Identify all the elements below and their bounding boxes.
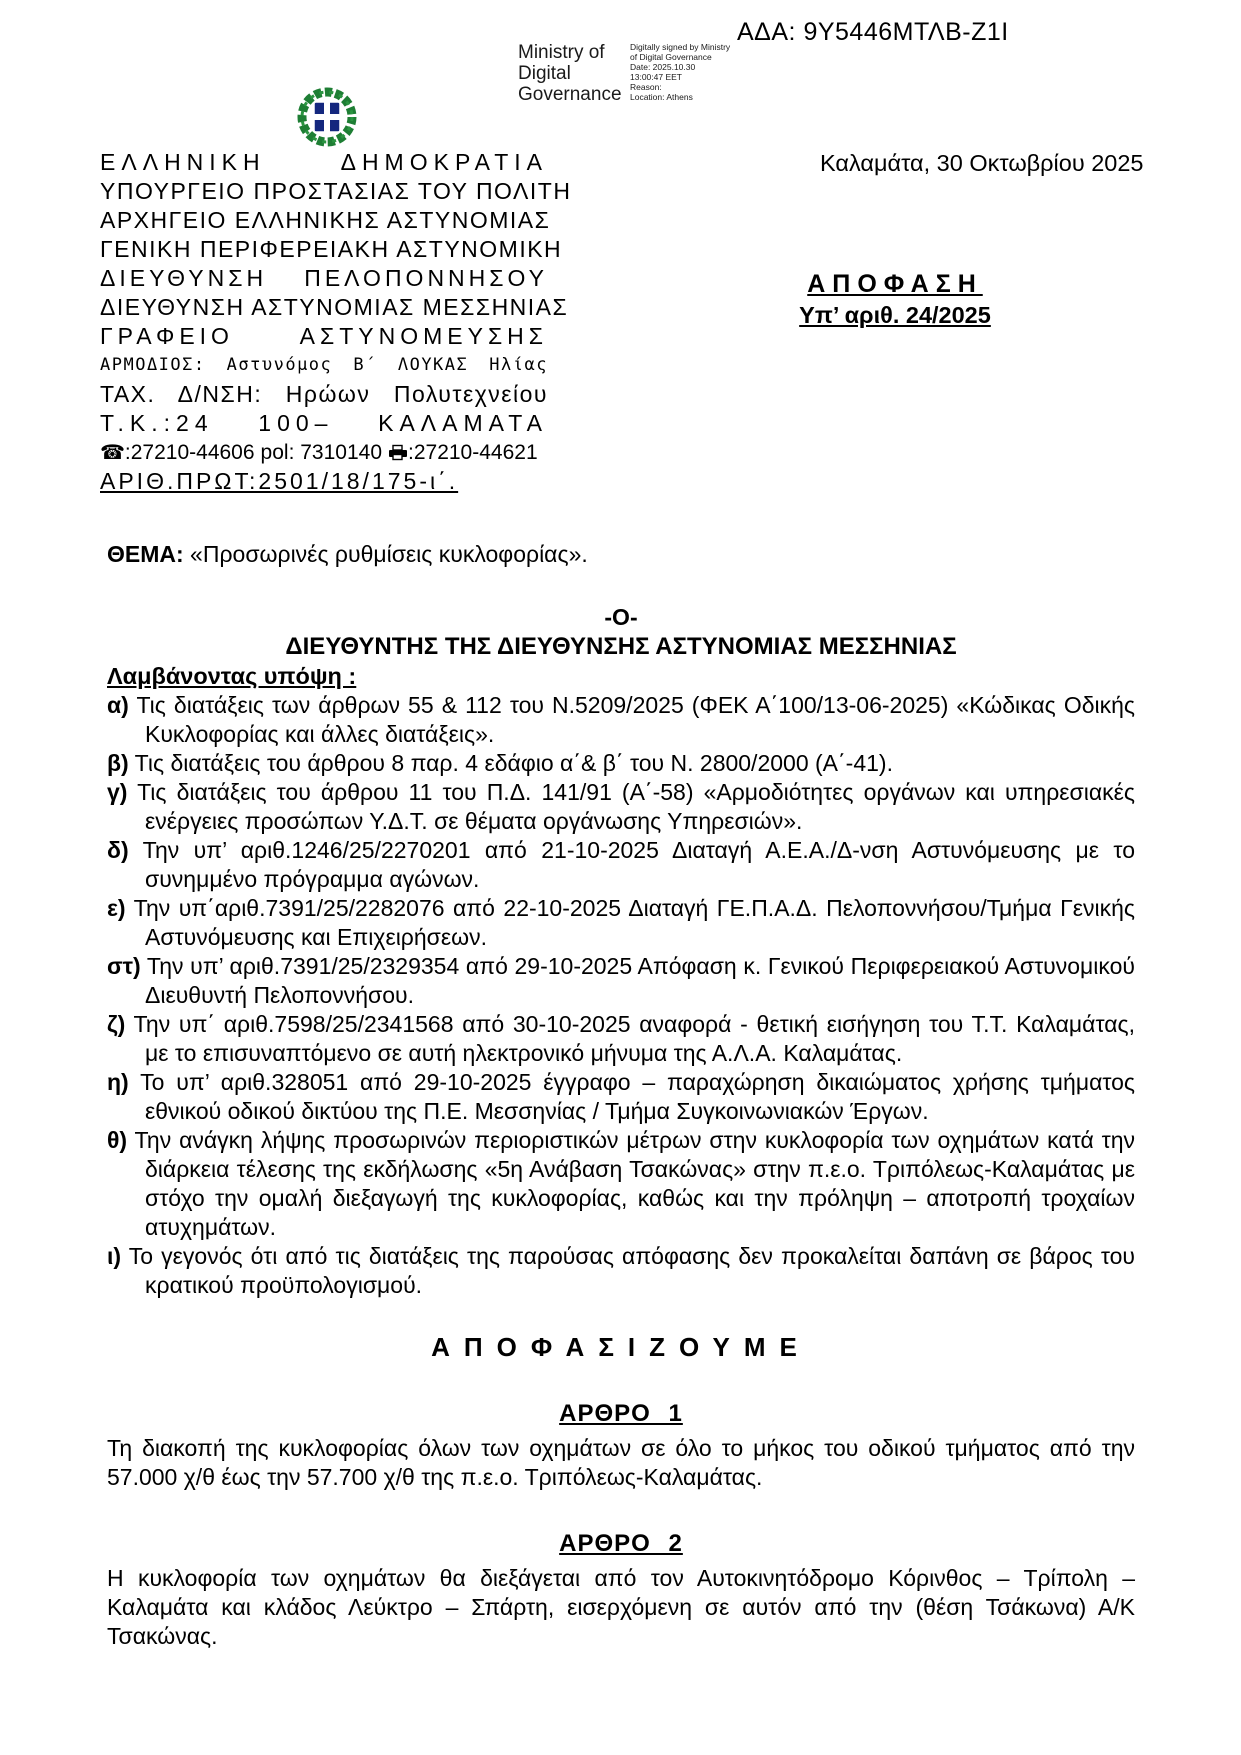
consideration-item-b	[107, 749, 1135, 778]
header-line-postal: Τ.Κ.:24 100– ΚΑΛΑΜΑΤΑ	[100, 410, 548, 436]
item-label: ζ)	[107, 1011, 126, 1037]
decision-heading-block	[740, 270, 1050, 329]
signature-name-line: Ministry of	[518, 42, 605, 63]
divider-o: -Ο-	[604, 604, 638, 630]
protocol-number: ΑΡΙΘ.ΠΡΩΤ:2501/18/175-ι΄.	[100, 468, 459, 494]
item-label: β)	[107, 750, 129, 776]
header-line-officer: ΑΡΜΟΔΙΟΣ: Αστυνόμος Β΄ ΛΟΥΚΑΣ Ηλίας	[100, 355, 548, 375]
header-line-police-hq: ΑΡΧΗΓΕΙΟ ΕΛΛΗΝΙΚΗΣ ΑΣΤΥΝΟΜΙΑΣ	[100, 207, 551, 233]
director-heading: ΔΙΕΥΘΥΝΤΗΣ ΤΗΣ ΔΙΕΥΘΥΝΣΗΣ ΑΣΤΥΝΟΜΙΑΣ ΜΕΣΣΗΝΙΑΣ	[285, 633, 957, 660]
item-label: η)	[107, 1069, 129, 1095]
considering-heading: Λαμβάνοντας υπόψη :	[107, 663, 357, 689]
consideration-item-st	[107, 952, 1135, 1010]
subject-text: «Προσωρινές ρυθμίσεις κυκλοφορίας».	[183, 541, 588, 567]
greek-coat-of-arms-icon	[295, 84, 359, 153]
header-line-regional: ΓΕΝΙΚΗ ΠΕΡΙΦΕΡΕΙΑΚΗ ΑΣΤΥΝΟΜΙΚΗ	[100, 236, 563, 262]
item-text: Τις διατάξεις του άρθρου 11 του Π.Δ. 141/91 (Α΄-58) «Αρμοδιότητες οργάνων και υπηρεσιακές ενέργειες προσώπων Υ.Δ.Τ. σε θέματα οργάνωσης Υπηρεσιών».	[127, 779, 1135, 834]
agency-header-block	[100, 148, 572, 496]
header-line-republic: ΕΛΛΗΝΙΚΗ ΔΗΜΟΚΡΑΤΙΑ	[100, 149, 548, 175]
subject-line	[107, 540, 1135, 569]
digital-signature-name	[518, 42, 622, 105]
item-text: Τις διατάξεις του άρθρου 8 παρ. 4 εδάφιο α΄& β΄ του Ν. 2800/2000 (Α΄-41).	[128, 750, 893, 776]
pol-number: pol: 7310140	[260, 441, 382, 464]
item-label: α)	[107, 692, 129, 718]
item-label: ε)	[107, 895, 126, 921]
phone-number: :27210-44606	[124, 441, 255, 464]
header-line-ministry: ΥΠΟΥΡΓΕΙΟ ΠΡΟΣΤΑΣΙΑΣ ΤΟΥ ΠΟΛΙΤΗ	[100, 178, 572, 204]
signature-detail-line: Digitally signed by Ministry	[630, 42, 731, 52]
ada-code: ΑΔΑ: 9Υ5446ΜΤΛΒ-Ζ1Ι	[737, 18, 1009, 46]
digital-signature-details	[630, 42, 730, 102]
item-label: γ)	[107, 779, 128, 805]
signature-name-line: Digital	[518, 63, 571, 84]
item-label: ι)	[107, 1243, 122, 1269]
item-text: Το γεγονός ότι από τις διατάξεις της παρούσας απόφασης δεν προκαλείται δαπάνη σε βάρος του κρατικού προϋπολογισμού.	[121, 1243, 1135, 1298]
article-1-heading: ΑΡΘΡΟ 1	[559, 1400, 683, 1427]
header-line-messinia: ΔΙΕΥΘΥΝΣΗ ΑΣΤΥΝΟΜΙΑΣ ΜΕΣΣΗΝΙΑΣ	[100, 294, 569, 320]
item-text: Την υπ΄αριθ.7391/25/2282076 από 22-10-2025 Διαταγή ΓΕ.Π.Α.Δ. Πελοποννήσου/Τμήμα Γενικής Αστυνόμευσης και Επιχειρήσεων.	[125, 895, 1135, 950]
fax-icon	[388, 441, 408, 464]
consideration-item-g	[107, 778, 1135, 836]
item-text: Την υπ΄ αριθ.7598/25/2341568 από 30-10-2025 αναφορά - θετική εισήγηση του Τ.Τ. Καλαμάτας, με το επισυναπτόμενο σε αυτή ηλεκτρονικό μήνυμα της Α.Λ.Α. Καλαμάτας.	[125, 1011, 1135, 1066]
subject-label: ΘΕΜΑ:	[107, 541, 184, 567]
consideration-item-e	[107, 894, 1135, 952]
signature-detail-line: Reason:	[630, 82, 662, 92]
article-2-heading: ΑΡΘΡΟ 2	[559, 1530, 683, 1557]
signature-name-line: Governance	[518, 84, 622, 105]
article-2-text: Η κυκλοφορία των οχημάτων θα διεξάγεται από τον Αυτοκινητόδρομο Κόρινθος – Τρίπολη – Καλαμάτα και κλάδος Λεύκτρο – Σπάρτη, εισερχόμενη σε αυτόν από την (θέση Τσάκωνα) Α/Κ Τσακώνας.	[107, 1565, 1135, 1649]
item-text: Τις διατάξεις των άρθρων 55 & 112 του Ν.5209/2025 (ΦΕΚ Α΄100/13-06-2025) «Κώδικας Οδικής Κυκλοφορίας και άλλες διατάξεις».	[128, 692, 1135, 747]
consideration-item-z	[107, 1010, 1135, 1068]
fax-number: :27210-44621	[408, 441, 538, 464]
signature-detail-line: Location: Athens	[630, 92, 693, 102]
header-line-office: ΓΡΑΦΕΙΟ ΑΣΤΥΝΟΜΕΥΣΗΣ	[100, 323, 548, 349]
contact-line	[100, 438, 548, 467]
consideration-item-a	[107, 691, 1135, 749]
signature-detail-line: of Digital Governance	[630, 52, 712, 62]
item-text: Το υπ’ αριθ.328051 από 29-10-2025 έγγραφο – παραχώρηση δικαιώματος χρήσης τμήματος εθνικού οδικού δικτύου της Π.Ε. Μεσσηνίας / Τμήμα Συγκοινωνιακών Έργων.	[128, 1069, 1135, 1124]
consideration-item-h	[107, 1068, 1135, 1126]
decision-title: ΑΠΟΦΑΣΗ	[807, 270, 983, 298]
decide-heading: ΑΠΟΦΑΣΙΖΟΥΜΕ	[431, 1332, 811, 1362]
item-text: Την ανάγκη λήψης προσωρινών περιοριστικών μέτρων στην κυκλοφορία των οχημάτων κατά την διάρκεια τέλεσης της εκδήλωσης «5η Ανάβαση Τσακώνας» στην π.ε.ο. Τριπόλεως-Καλαμάτας με στόχο την ομαλή διεξαγωγή της κυκλοφορίας, καθώς και την πρόληψη – αποτροπή τροχαίων ατυχημάτων.	[127, 1127, 1135, 1240]
decision-number: Υπ’ αριθ. 24/2025	[799, 302, 991, 328]
article-1-text: Τη διακοπή της κυκλοφορίας όλων των οχημάτων σε όλο το μήκος του οδικού τμήματος από την 57.000 χ/θ έως την 57.700 χ/θ της π.ε.ο. Τριπόλεως-Καλαμάτας.	[107, 1435, 1135, 1490]
signature-detail-line: Date: 2025.10.30	[630, 62, 696, 72]
considerations-list	[107, 691, 1135, 1300]
place-and-date: Καλαμάτα, 30 Οκτωβρίου 2025	[820, 150, 1144, 176]
consideration-item-d	[107, 836, 1135, 894]
consideration-item-i	[107, 1242, 1135, 1300]
item-text: Την υπ’ αριθ.7391/25/2329354 από 29-10-2025 Απόφαση κ. Γενικού Περιφερειακού Αστυνομικού Διευθυντή Πελοποννήσου.	[140, 953, 1135, 1008]
item-text: Την υπ’ αριθ.1246/25/2270201 από 21-10-2025 Διαταγή Α.Ε.Α./Δ-νση Αστυνόμευσης με το συνημμένο πρόγραμμα αγώνων.	[128, 837, 1135, 892]
item-label: θ)	[107, 1127, 128, 1153]
signature-detail-line: 13:00:47 EET	[630, 72, 682, 82]
document-body	[107, 540, 1135, 1651]
item-label: στ)	[107, 953, 141, 979]
header-line-address: ΤΑΧ. Δ/ΝΣΗ: Ηρώων Πολυτεχνείου	[100, 381, 548, 407]
header-line-peloponnese: ΔΙΕΥΘΥΝΣΗ ΠΕΛΟΠΟΝΝΗΣΟΥ	[100, 265, 548, 291]
phone-icon: ☎	[100, 440, 125, 464]
item-label: δ)	[107, 837, 129, 863]
consideration-item-th	[107, 1126, 1135, 1242]
